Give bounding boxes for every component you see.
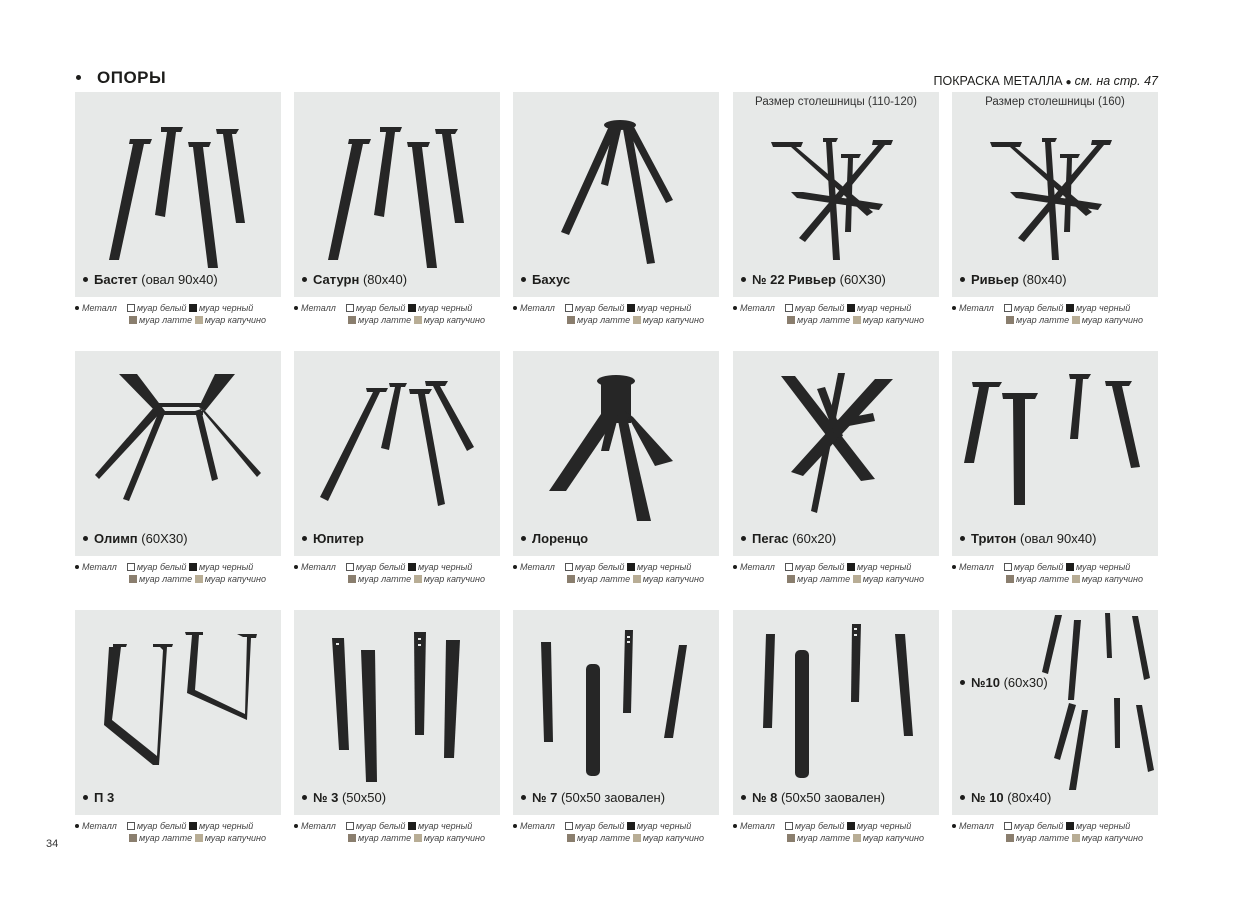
- white-swatch-icon: [1004, 563, 1012, 571]
- product-caption: Ривьер (80х40): [960, 272, 1067, 287]
- product-caption: № 3 (50х50): [302, 790, 386, 805]
- four-angled-legs-icon: [294, 92, 500, 297]
- black-swatch-icon: [847, 822, 855, 830]
- product-image: [294, 351, 500, 556]
- black-swatch-icon: [189, 822, 197, 830]
- latte-swatch-icon: [348, 834, 356, 842]
- four-straight-legs-icon: [952, 351, 1158, 556]
- white-swatch-icon: [1004, 822, 1012, 830]
- tripod-base-icon: [513, 92, 719, 297]
- black-swatch-icon: [627, 563, 635, 571]
- white-swatch-icon: [565, 304, 573, 312]
- white-swatch-icon: [127, 563, 135, 571]
- white-swatch-icon: [565, 822, 573, 830]
- paint-reference: ПОКРАСКА МЕТАЛЛА ● см. на стр. 47: [933, 74, 1158, 88]
- tabletop-size-note: Размер столешницы (160): [985, 96, 1125, 108]
- product-caption: П 3: [83, 790, 114, 805]
- cappuccino-swatch-icon: [853, 316, 861, 324]
- white-swatch-icon: [785, 822, 793, 830]
- cappuccino-swatch-icon: [195, 575, 203, 583]
- black-swatch-icon: [408, 822, 416, 830]
- u-frame-legs-icon: [75, 610, 281, 815]
- tabletop-size-note: Размер столешницы (110-120): [755, 96, 917, 108]
- latte-swatch-icon: [129, 316, 137, 324]
- rounded-legs-icon: [513, 610, 719, 815]
- product-image: [952, 610, 1158, 815]
- black-swatch-icon: [1066, 304, 1074, 312]
- white-swatch-icon: [785, 563, 793, 571]
- cappuccino-swatch-icon: [633, 834, 641, 842]
- product-image: [733, 351, 939, 556]
- white-swatch-icon: [346, 304, 354, 312]
- product-caption: Бахус: [521, 272, 570, 287]
- cappuccino-swatch-icon: [1072, 575, 1080, 583]
- latte-swatch-icon: [129, 834, 137, 842]
- product-caption: № 22 Ривьер (60Х30): [741, 272, 886, 287]
- latte-swatch-icon: [787, 834, 795, 842]
- cross-base-icon: [733, 351, 939, 556]
- product-image: [75, 351, 281, 556]
- product-image: [75, 92, 281, 297]
- latte-swatch-icon: [567, 575, 575, 583]
- cappuccino-swatch-icon: [633, 575, 641, 583]
- black-swatch-icon: [847, 304, 855, 312]
- white-swatch-icon: [127, 822, 135, 830]
- product-caption: Тритон (овал 90х40): [960, 531, 1097, 546]
- white-swatch-icon: [1004, 304, 1012, 312]
- latte-swatch-icon: [567, 316, 575, 324]
- cappuccino-swatch-icon: [414, 575, 422, 583]
- spider-base-icon: [733, 92, 939, 297]
- white-swatch-icon: [565, 563, 573, 571]
- four-splayed-legs-icon: [294, 351, 500, 556]
- black-swatch-icon: [847, 563, 855, 571]
- product-image: [75, 610, 281, 815]
- slim-legs-icon: [952, 610, 1158, 815]
- cappuccino-swatch-icon: [633, 316, 641, 324]
- white-swatch-icon: [346, 563, 354, 571]
- black-swatch-icon: [1066, 822, 1074, 830]
- product-caption: Юпитер: [302, 531, 364, 546]
- latte-swatch-icon: [787, 316, 795, 324]
- section-title: ОПОРЫ: [76, 68, 166, 88]
- cappuccino-swatch-icon: [414, 834, 422, 842]
- product-caption: Лоренцо: [521, 531, 588, 546]
- product-image: [294, 92, 500, 297]
- product-image: [513, 610, 719, 815]
- product-image: [513, 351, 719, 556]
- page-number: 34: [46, 838, 59, 850]
- square-legs-icon: [294, 610, 500, 815]
- product-caption-secondary: № 10 (80х40): [960, 790, 1051, 805]
- latte-swatch-icon: [1006, 834, 1014, 842]
- black-swatch-icon: [408, 563, 416, 571]
- x-frame-base-icon: [75, 351, 281, 556]
- white-swatch-icon: [785, 304, 793, 312]
- product-image: [952, 92, 1158, 297]
- latte-swatch-icon: [567, 834, 575, 842]
- black-swatch-icon: [408, 304, 416, 312]
- product-image: [733, 92, 939, 297]
- white-swatch-icon: [346, 822, 354, 830]
- product-image: [952, 351, 1158, 556]
- central-column-base-icon: [513, 351, 719, 556]
- spider-base-icon: [952, 92, 1158, 297]
- cappuccino-swatch-icon: [853, 834, 861, 842]
- latte-swatch-icon: [1006, 575, 1014, 583]
- product-caption: Бастет (овал 90х40): [83, 272, 218, 287]
- white-swatch-icon: [127, 304, 135, 312]
- product-caption: №10 (60х30): [960, 675, 1048, 690]
- latte-swatch-icon: [1006, 316, 1014, 324]
- cappuccino-swatch-icon: [853, 575, 861, 583]
- cappuccino-swatch-icon: [1072, 834, 1080, 842]
- latte-swatch-icon: [348, 316, 356, 324]
- cappuccino-swatch-icon: [1072, 316, 1080, 324]
- black-swatch-icon: [189, 304, 197, 312]
- product-caption: Пегас (60х20): [741, 531, 836, 546]
- product-caption: Олимп (60Х30): [83, 531, 188, 546]
- product-caption: № 7 (50х50 заовален): [521, 790, 665, 805]
- latte-swatch-icon: [348, 575, 356, 583]
- cappuccino-swatch-icon: [195, 834, 203, 842]
- black-swatch-icon: [627, 822, 635, 830]
- latte-swatch-icon: [787, 575, 795, 583]
- four-angled-legs-icon: [75, 92, 281, 297]
- cappuccino-swatch-icon: [414, 316, 422, 324]
- product-image: [294, 610, 500, 815]
- black-swatch-icon: [627, 304, 635, 312]
- rounded-legs-icon: [733, 610, 939, 815]
- black-swatch-icon: [1066, 563, 1074, 571]
- cappuccino-swatch-icon: [195, 316, 203, 324]
- product-caption: № 8 (50х50 заовален): [741, 790, 885, 805]
- product-image: [733, 610, 939, 815]
- black-swatch-icon: [189, 563, 197, 571]
- product-image: [513, 92, 719, 297]
- product-caption: Сатурн (80х40): [302, 272, 407, 287]
- latte-swatch-icon: [129, 575, 137, 583]
